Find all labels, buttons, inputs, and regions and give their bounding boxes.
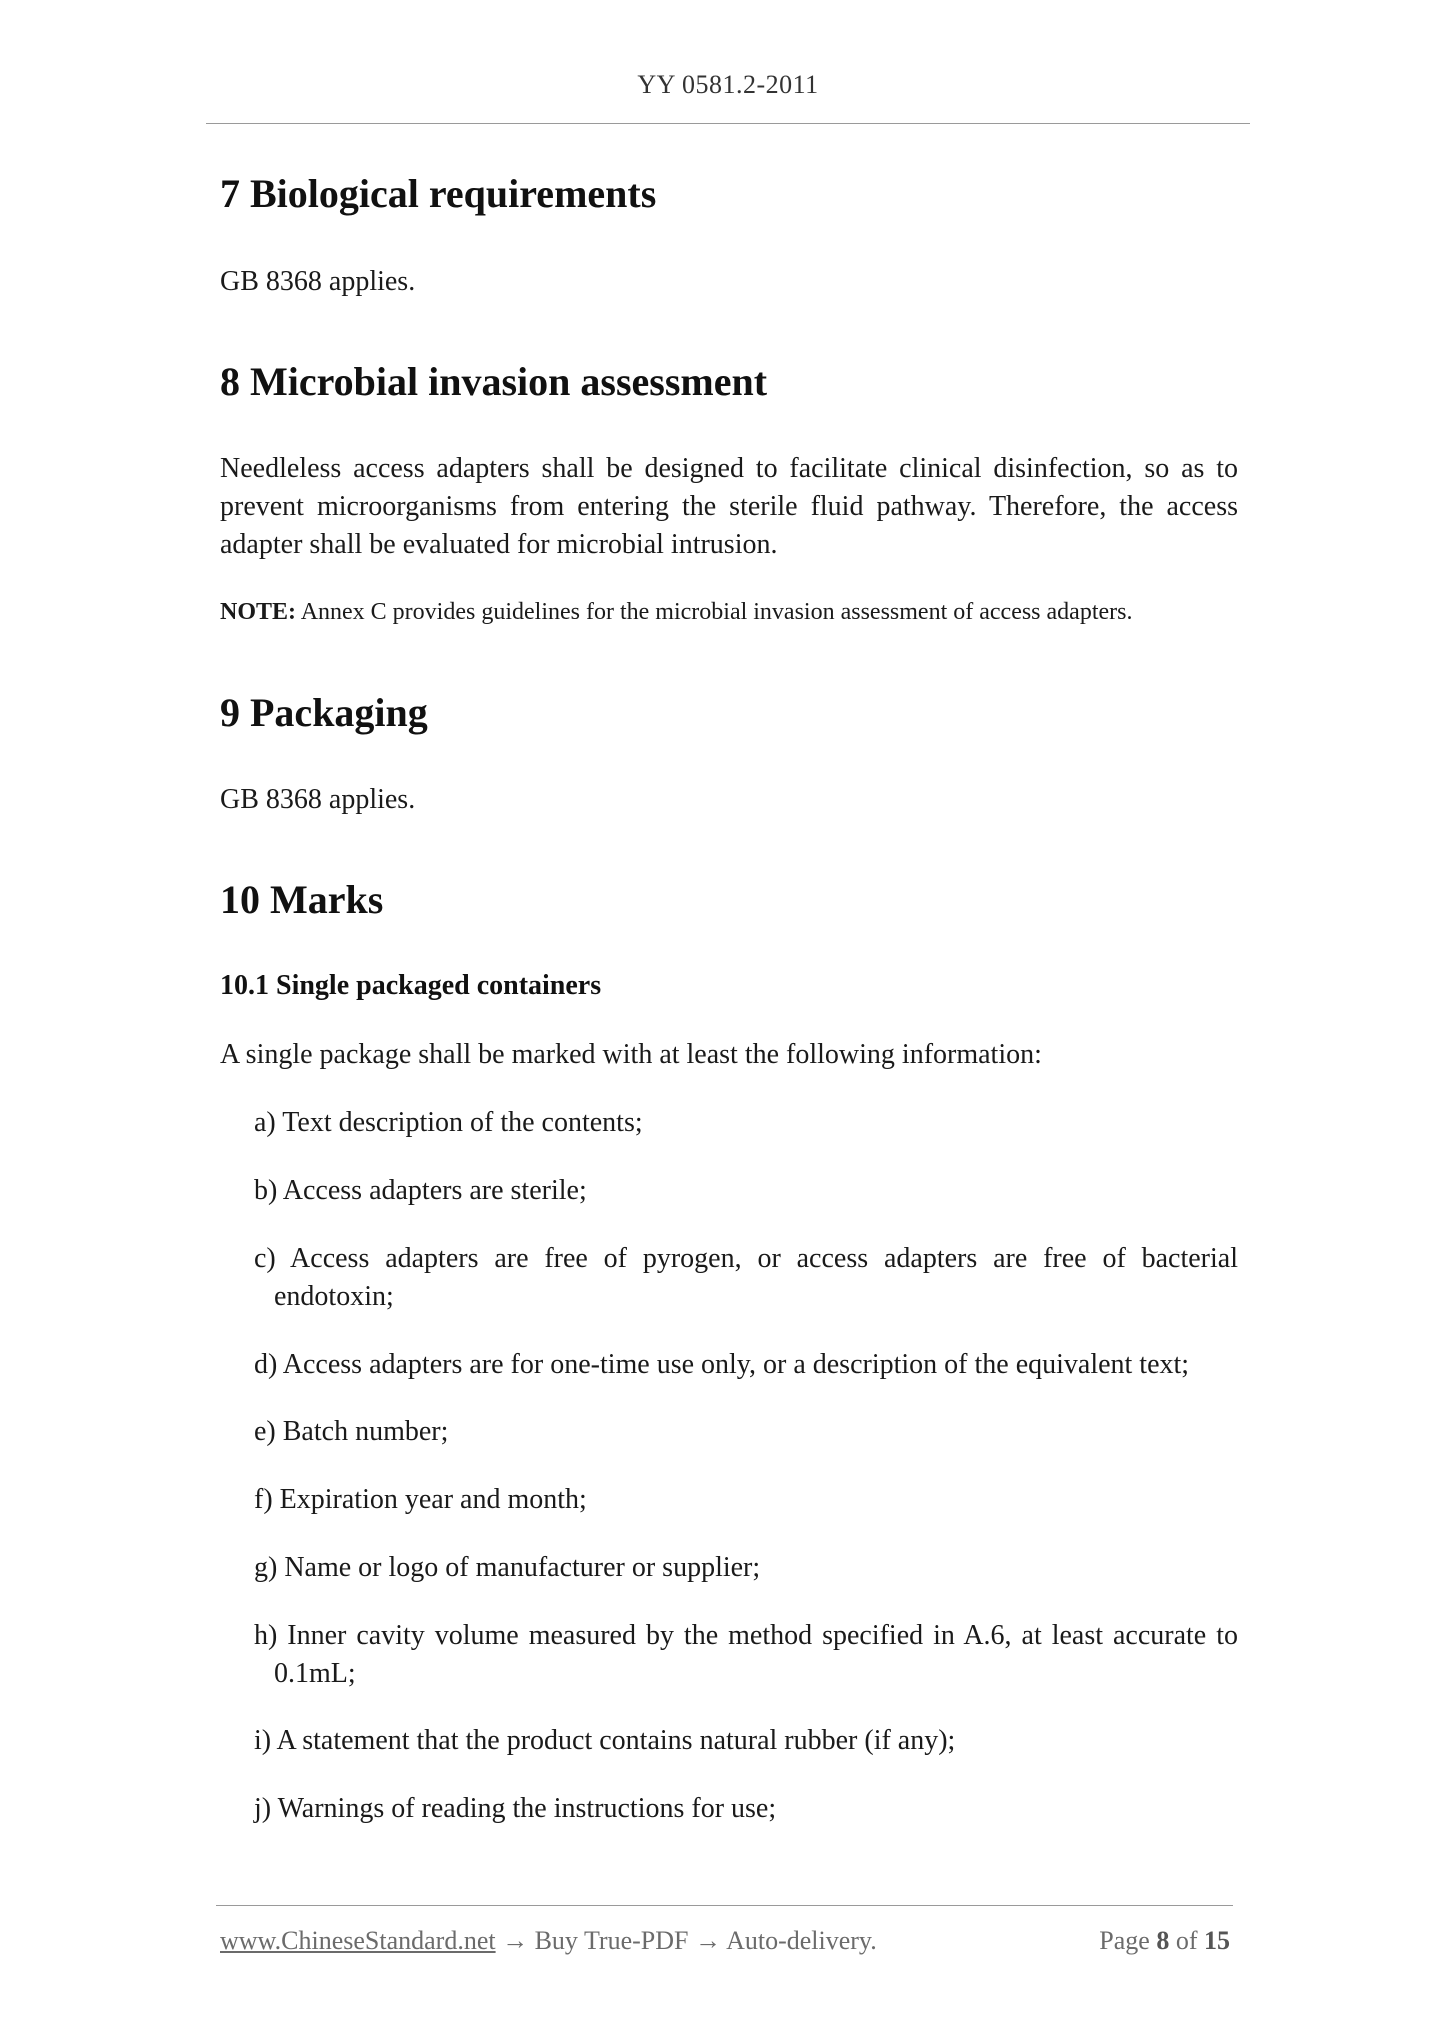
section-7-body: GB 8368 applies. [220,266,416,297]
list-item: f) Expiration year and month; [254,1484,587,1515]
total-pages: 15 [1204,1926,1230,1955]
page-footer [220,1926,1230,1962]
page-indicator [1099,1926,1230,1956]
footer-divider [216,1905,1233,1906]
arrow-right-icon: → [695,1926,721,1955]
list-item: b) Access adapters are sterile; [254,1175,587,1206]
page-number: 8 [1156,1926,1170,1955]
list-item: j) Warnings of reading the instructions for use; [254,1793,777,1824]
buy-true-pdf-text: Buy True-PDF [534,1926,689,1955]
footer-promo [220,1926,877,1956]
list-item: a) Text description of the contents; [254,1107,643,1138]
section-10-1-intro: A single package shall be marked with at least the following information: [220,1039,1042,1070]
document-header: YY 0581.2-2011 [637,70,819,99]
note-text: Annex C provides guidelines for the microbial invasion assessment of access adapters. [296,599,1133,625]
section-8-note [220,596,1238,628]
list-item: g) Name or logo of manufacturer or supplier; [254,1552,761,1583]
arrow-right-icon: → [502,1926,529,1955]
auto-delivery-text: Auto-delivery. [726,1926,877,1955]
section-10-1-heading: 10.1 Single packaged containers [220,970,602,1001]
header-divider [206,123,1250,124]
site-link[interactable]: www.ChineseStandard.net [220,1926,496,1955]
list-item: e) Batch number; [254,1416,449,1447]
section-10-heading: 10 Marks [220,877,384,922]
page-word: Page [1099,1926,1150,1955]
section-8-heading: 8 Microbial invasion assessment [220,359,768,404]
section-7-heading: 7 Biological requirements [220,171,657,216]
list-item: i) A statement that the product contains natural rubber (if any); [254,1725,956,1756]
list-item: d) Access adapters are for one-time use only, or a description of the equivalent text; [254,1349,1190,1380]
list-item: h) Inner cavity volume measured by the method specified in A.6, at least accurate to 0.1mL; [254,1620,1238,1689]
list-item: c) Access adapters are free of pyrogen, or access adapters are free of bacterial endotoxin; [254,1243,1238,1312]
section-9-heading: 9 Packaging [220,690,428,735]
note-label: NOTE: [220,599,297,625]
section-9-body: GB 8368 applies. [220,784,416,815]
of-word: of [1175,1926,1198,1955]
section-8-body: Needleless access adapters shall be designed to facilitate clinical disinfection, so as to prevent microorganisms from entering the sterile fluid pathway. Therefore, the access adapter shall be evaluated for microbial intrusion. [220,453,1238,560]
